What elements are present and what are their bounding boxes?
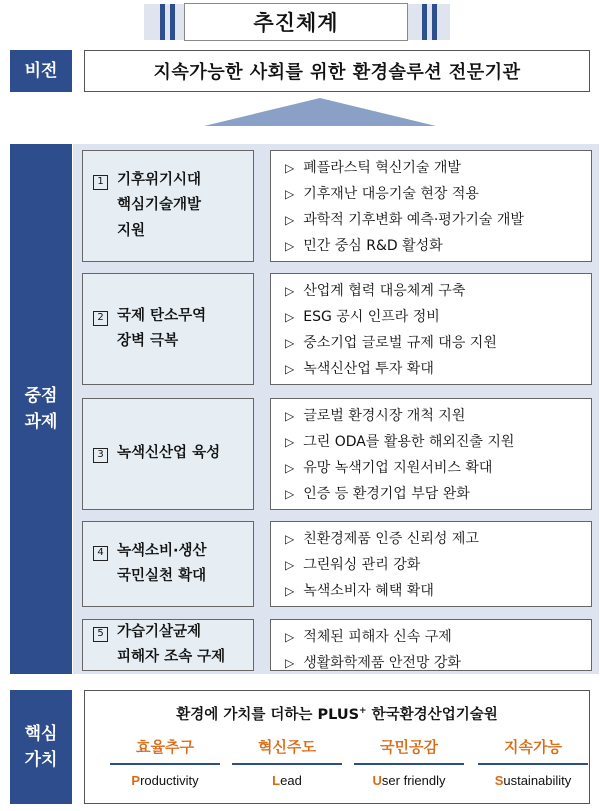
task-details-1: [270, 150, 592, 262]
detail-item: ▷ 녹색신산업 투자 확대: [285, 356, 591, 382]
core-value-en: [478, 773, 588, 788]
up-arrow-icon: [204, 98, 436, 126]
task-number: 1: [93, 175, 108, 190]
detail-item: ▷ 그린워싱 관리 강화: [285, 552, 591, 578]
task-box-2: [82, 273, 254, 385]
detail-item: ▷ 폐플라스틱 혁신기술 개발: [285, 155, 591, 181]
task-details-4: [270, 521, 592, 607]
core-value-rest: ead: [280, 773, 302, 788]
task-number: 3: [93, 448, 108, 463]
core-value-initial: L: [272, 773, 281, 788]
task-details-3: [270, 398, 592, 510]
detail-item: ▷ 적체된 피해자 신속 구제: [285, 624, 591, 650]
task-title: 녹색소비·생산 국민실천 확대: [117, 542, 207, 584]
core-value-2: [232, 736, 342, 788]
detail-item: ▷ 과학적 기후변화 예측·평가기술 개발: [285, 207, 591, 233]
detail-item: ▷ 그린 ODA를 활용한 해외진출 지원: [285, 429, 591, 455]
title-stripe-right-2: [432, 4, 437, 40]
detail-item: ▷ 생활화학제품 안전망 강화: [285, 650, 591, 676]
core-value-initial: S: [494, 773, 504, 788]
task-details-5: [270, 619, 592, 671]
task-number: 4: [93, 546, 108, 561]
detail-item: ▷ 녹색소비자 혜택 확대: [285, 578, 591, 604]
task-title: 국제 탄소무역 장벽 극복: [117, 307, 207, 349]
detail-item: ▷ 유망 녹색기업 지원서비스 확대: [285, 455, 591, 481]
task-number: 2: [93, 311, 108, 326]
detail-item: ▷ 친환경제품 인증 신뢰성 제고: [285, 526, 591, 552]
core-value-kr: 혁신주도: [232, 736, 342, 765]
core-value-kr: 지속가능: [478, 736, 588, 765]
task-details-2: [270, 273, 592, 385]
task-box-1: [82, 150, 254, 262]
detail-item: ▷ 글로벌 환경시장 개척 지원: [285, 403, 591, 429]
values-headline: 환경에 가치를 더하는 PLUS+ 한국환경산업기술원: [176, 706, 498, 723]
core-value-rest: ser friendly: [381, 773, 446, 788]
core-value-initial: U: [372, 773, 382, 788]
core-value-rest: ustainability: [503, 773, 572, 788]
vision-label: 비전: [10, 50, 72, 92]
task-box-5: [82, 619, 254, 671]
core-value-4: [478, 736, 588, 788]
task-title: 가습기살균제 피해자 조속 구제: [117, 623, 226, 665]
core-value-1: [110, 736, 220, 788]
detail-item: ▷ 중소기업 글로벌 규제 대응 지원: [285, 330, 591, 356]
core-value-kr: 효율추구: [110, 736, 220, 765]
detail-item: ▷ 민간 중심 R&D 활성화: [285, 233, 591, 259]
core-value-rest: roductivity: [140, 773, 199, 788]
core-value-initial: P: [131, 773, 141, 788]
page-title: 추진체계: [184, 3, 408, 41]
task-title: 녹색신산업 육성: [117, 445, 221, 462]
task-box-3: [82, 398, 254, 510]
tasks-label: 중점 과제: [10, 144, 72, 674]
detail-item: ▷ ESG 공시 인프라 정비: [285, 304, 591, 330]
title-stripe-left-2: [170, 4, 175, 40]
title-stripe-left: [160, 4, 165, 40]
core-value-kr: 국민공감: [354, 736, 464, 765]
vision-text: 지속가능한 사회를 위한 환경솔루션 전문기관: [84, 50, 590, 92]
core-value-en: [354, 773, 464, 788]
title-stripe-right: [422, 4, 427, 40]
values-label: 핵심 가치: [10, 690, 72, 804]
detail-item: ▷ 기후재난 대응기술 현장 적용: [285, 181, 591, 207]
task-number: 5: [93, 627, 108, 642]
detail-item: ▷ 산업계 협력 대응체계 구축: [285, 278, 591, 304]
task-box-4: [82, 521, 254, 607]
core-value-en: [110, 773, 220, 788]
core-value-en: [232, 773, 342, 788]
task-title: 기후위기시대 핵심기술개발 지원: [117, 171, 202, 239]
core-value-3: [354, 736, 464, 788]
detail-item: ▷ 인증 등 환경기업 부담 완화: [285, 481, 591, 507]
